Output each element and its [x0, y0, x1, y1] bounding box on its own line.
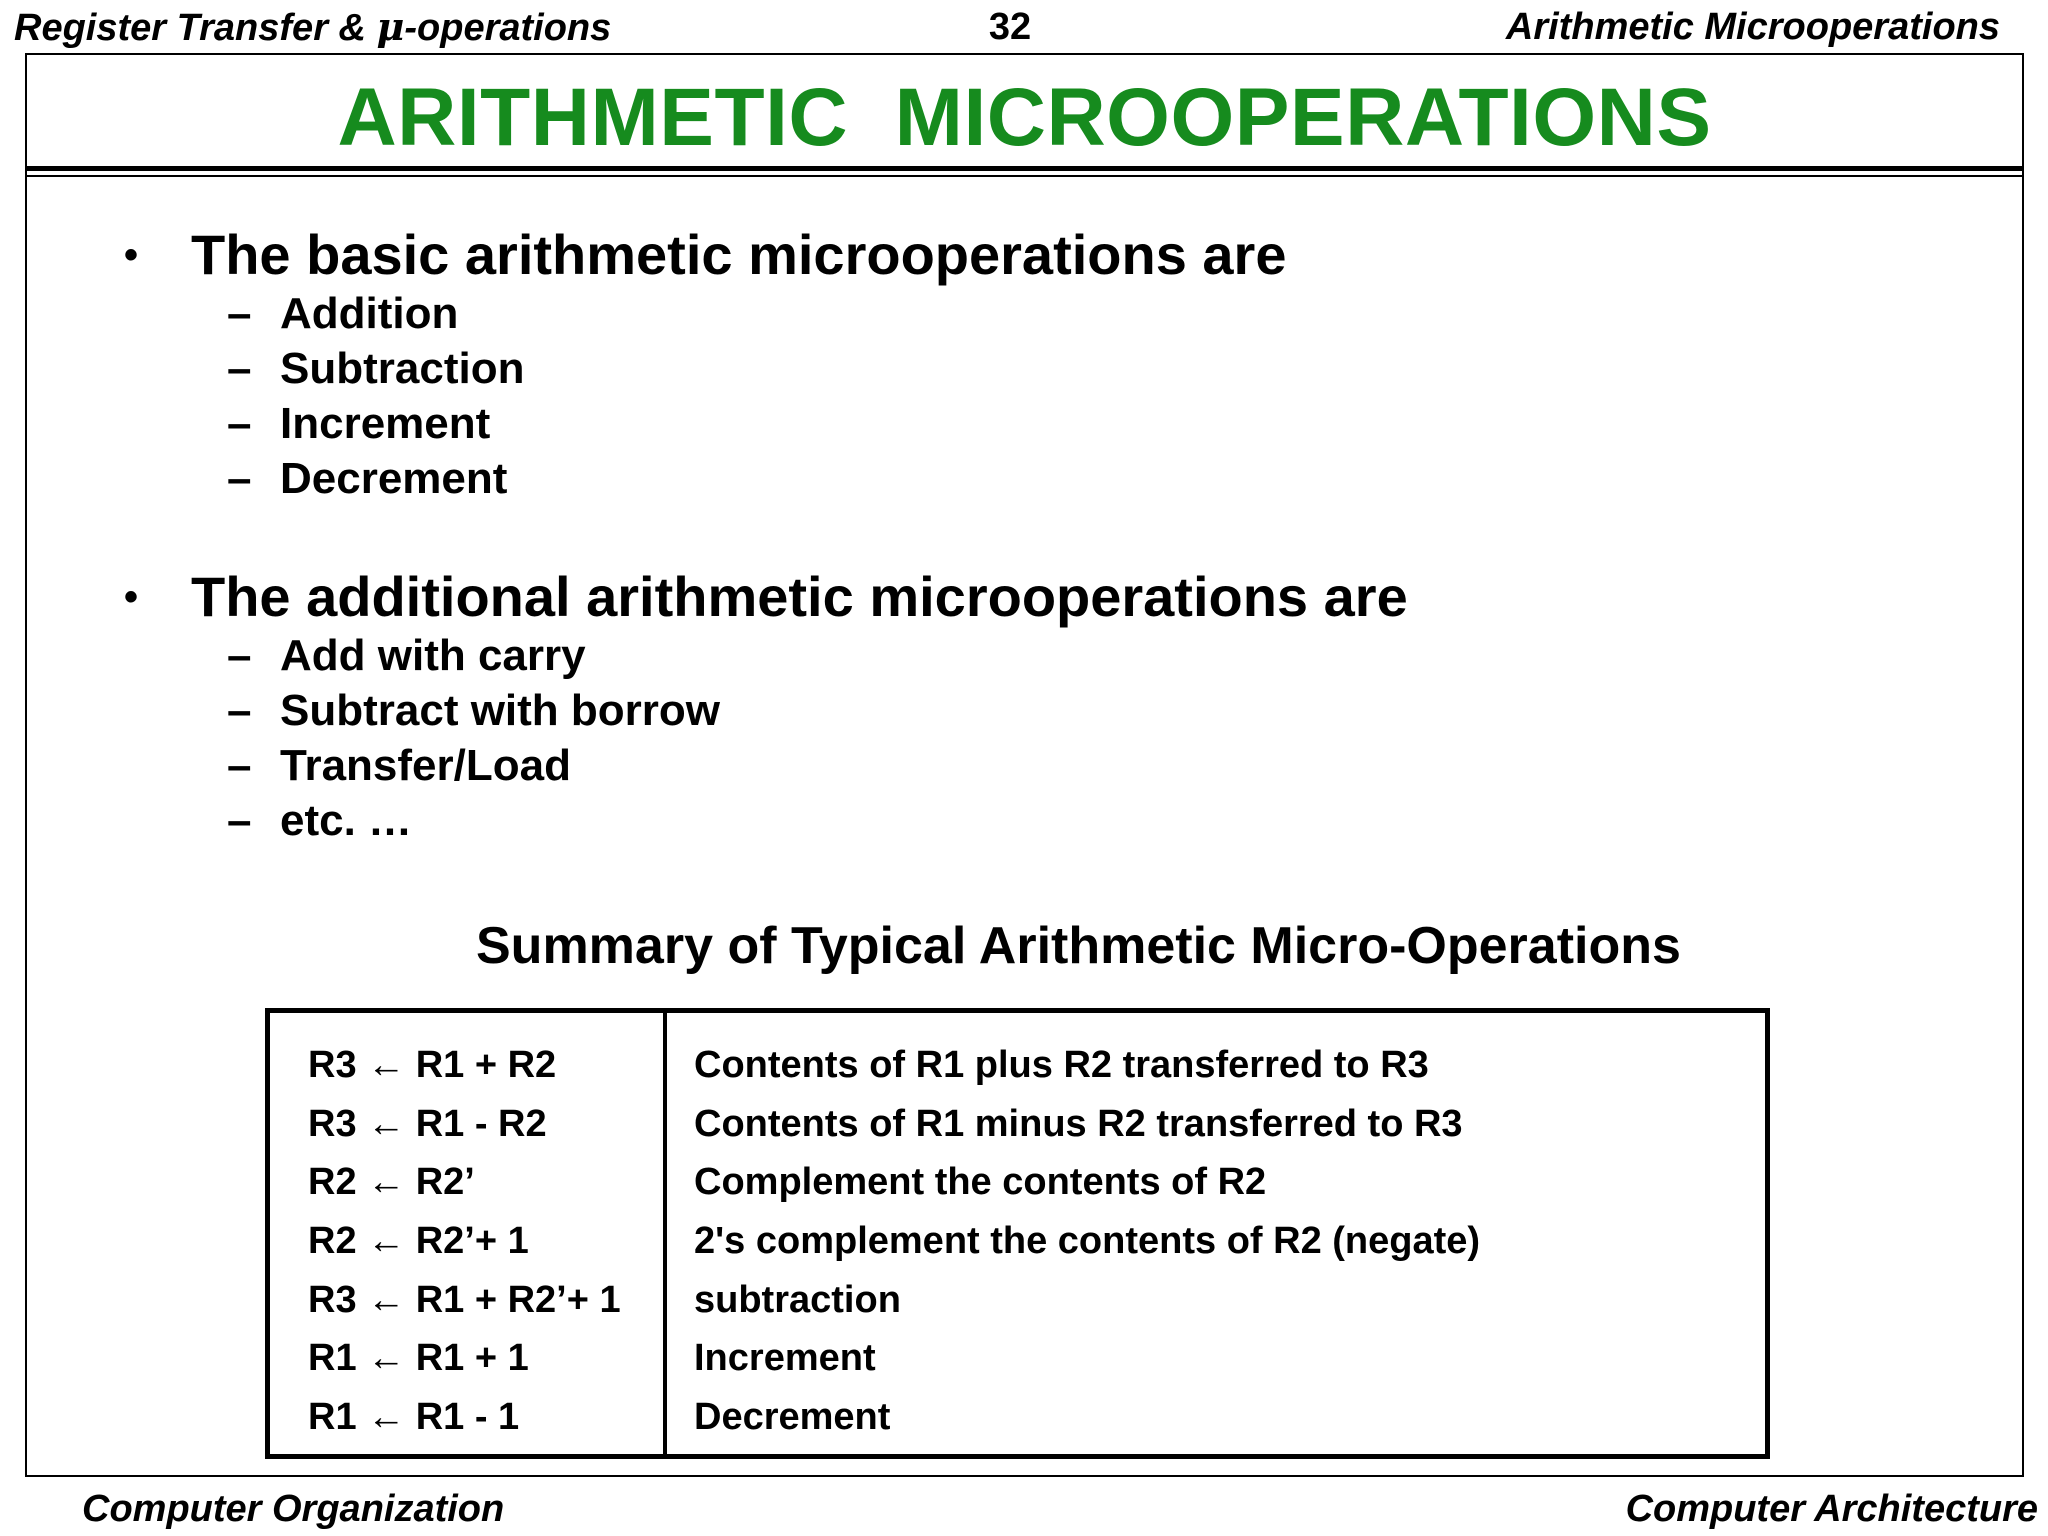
- operation-description: Contents of R1 plus R2 transferred to R3: [694, 1044, 1429, 1086]
- operation-expression: R2 ← R2’+ 1: [308, 1220, 529, 1263]
- summary-title: Summary of Typical Arithmetic Micro-Operations: [476, 917, 1681, 975]
- header-left-suffix: -operations: [404, 7, 612, 49]
- bullet-dot: •: [124, 575, 139, 619]
- slide-title: ARITHMETIC MICROOPERATIONS: [337, 72, 1712, 163]
- footer-left: Computer Organization: [82, 1488, 505, 1530]
- table-row: [270, 1100, 1765, 1159]
- dash-symbol: –: [227, 796, 252, 845]
- table-row: [270, 1393, 1765, 1452]
- dash-symbol: –: [227, 631, 252, 680]
- table-row: [270, 1276, 1765, 1335]
- operation-description: subtraction: [694, 1278, 901, 1321]
- operation-description: Increment: [694, 1337, 876, 1380]
- table-rows: [270, 1041, 1765, 1452]
- operation-expression: R2 ← R2’: [308, 1161, 475, 1204]
- header-left-prefix: Register Transfer &: [14, 7, 377, 49]
- sub-item-text: etc. …: [280, 796, 413, 845]
- operation-expression: R3 ← R1 - R2: [308, 1102, 547, 1145]
- bullet-text: The additional arithmetic microoperations are: [191, 565, 1408, 628]
- footer-right: Computer Architecture: [1625, 1488, 2038, 1530]
- sub-item-text: Transfer/Load: [280, 741, 571, 790]
- micro-operations-table: [265, 1008, 1770, 1459]
- dash-symbol: –: [227, 454, 252, 503]
- operation-expression: R1 ← R1 - 1: [308, 1396, 520, 1439]
- bullet-dot: •: [124, 233, 139, 277]
- sub-item-text: Subtraction: [280, 344, 525, 393]
- dash-symbol: –: [227, 686, 252, 735]
- table-row: [270, 1041, 1765, 1100]
- title-rule-thick: [25, 166, 2024, 171]
- table-row: [270, 1217, 1765, 1276]
- dash-symbol: –: [227, 289, 252, 338]
- page-number: 32: [988, 6, 1032, 48]
- operation-description: Complement the contents of R2: [694, 1161, 1267, 1204]
- sub-item-text: Increment: [280, 399, 491, 448]
- operation-description: 2's complement the contents of R2 (negate): [694, 1220, 1481, 1263]
- operation-expression: R1 ← R1 + 1: [308, 1337, 529, 1380]
- operation-description: Contents of R1 minus R2 transferred to R3: [694, 1102, 1463, 1145]
- mu-symbol: μ: [376, 4, 405, 49]
- dash-symbol: –: [227, 399, 252, 448]
- operation-expression: R3 ← R1 + R2: [308, 1044, 557, 1086]
- header-right-title: Arithmetic Microoperations: [1505, 6, 2000, 48]
- table-row: [270, 1334, 1765, 1393]
- title-rule-thin: [25, 175, 2024, 177]
- bullet-text: The basic arithmetic microoperations are: [191, 223, 1287, 286]
- operation-expression: R3 ← R1 + R2’+ 1: [308, 1278, 621, 1321]
- dash-symbol: –: [227, 741, 252, 790]
- dash-symbol: –: [227, 344, 252, 393]
- title-area: [25, 55, 2024, 167]
- sub-item-text: Subtract with borrow: [280, 686, 720, 735]
- operation-description: Decrement: [694, 1396, 891, 1439]
- sub-item-text: Addition: [280, 289, 459, 338]
- table-row: [270, 1158, 1765, 1217]
- sub-item-text: Add with carry: [280, 631, 586, 680]
- sub-item-text: Decrement: [280, 454, 508, 503]
